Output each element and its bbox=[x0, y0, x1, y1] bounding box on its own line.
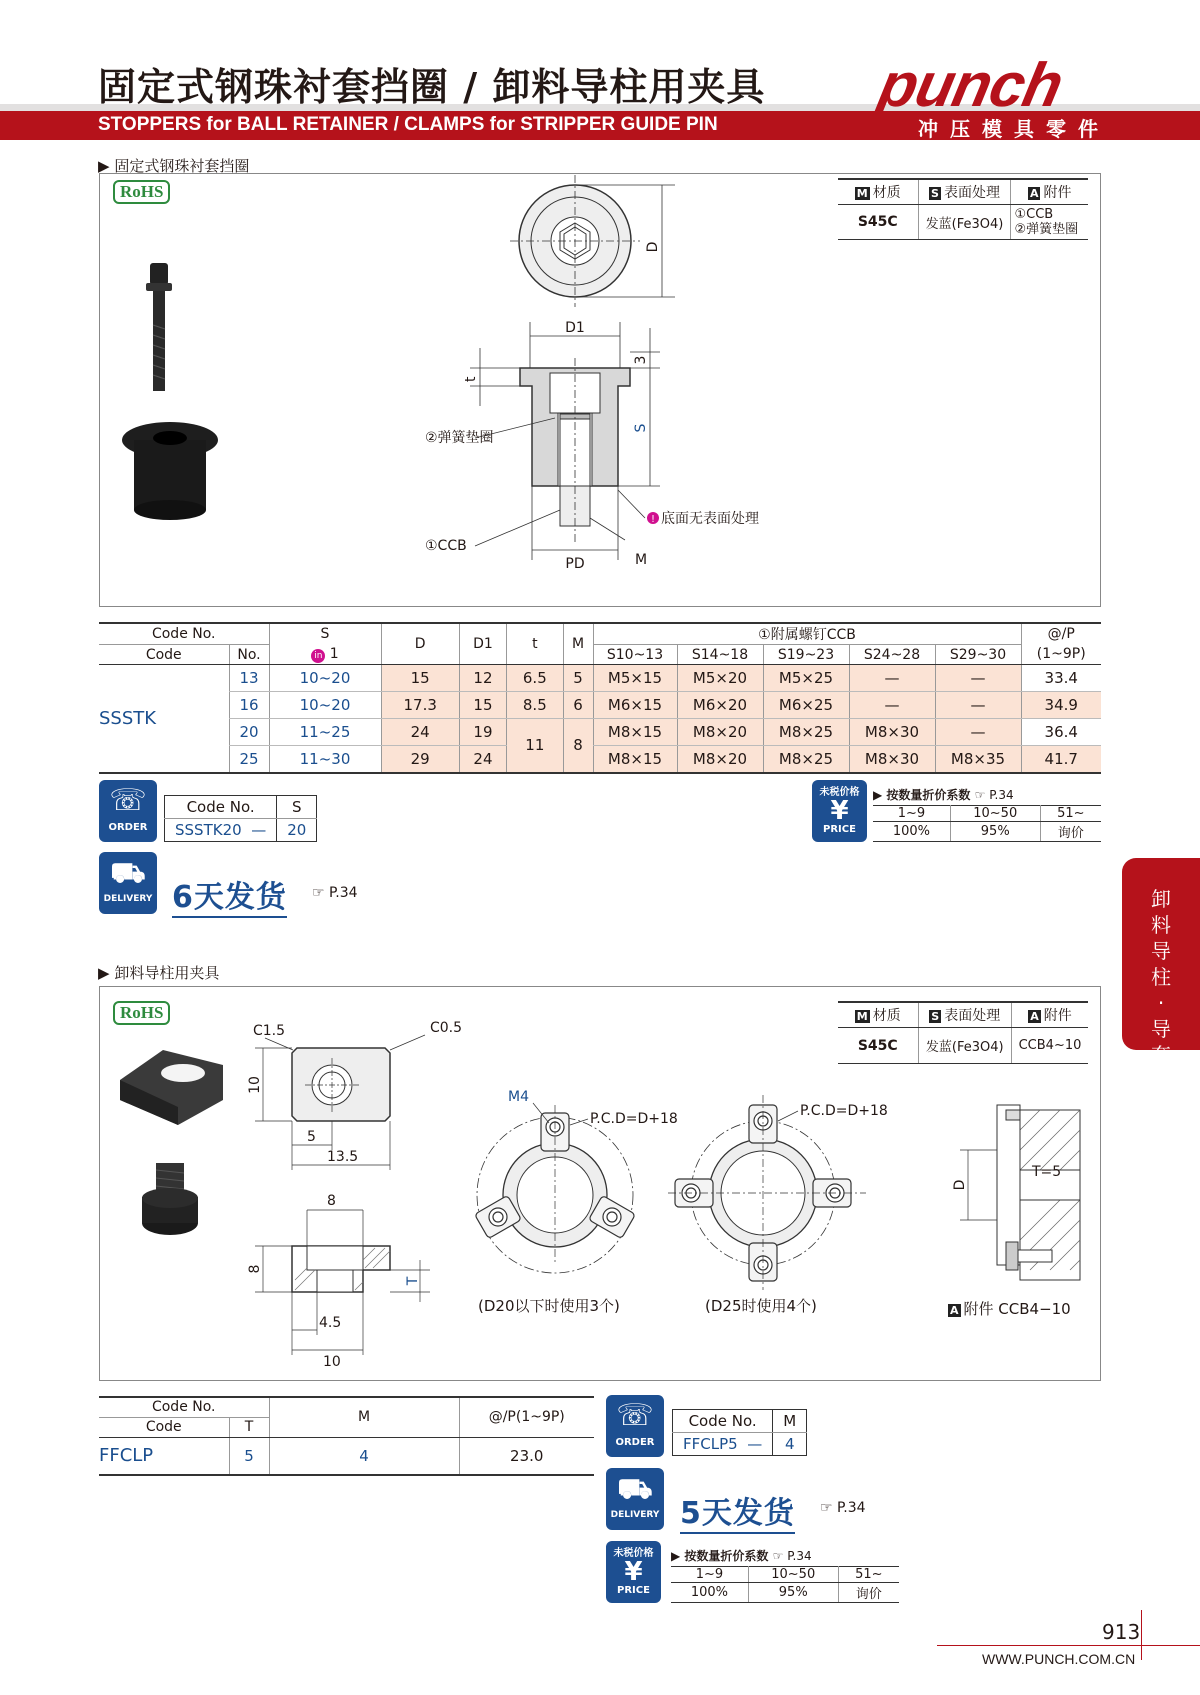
dim-S: S bbox=[633, 423, 649, 433]
top-view-drawing bbox=[510, 175, 680, 310]
svg-text:D: D bbox=[952, 1179, 968, 1191]
dim-t: t bbox=[463, 376, 479, 382]
rohs-badge: RoHS bbox=[113, 1001, 170, 1025]
svg-text:T=5: T=5 bbox=[1032, 1164, 1062, 1180]
side-tab[interactable] bbox=[1122, 858, 1200, 1067]
svg-text:10: 10 bbox=[247, 1076, 263, 1094]
section2-label: ▶ 卸料导柱用夹具 bbox=[98, 964, 220, 982]
table-row: 20 11~25 24 19 11 8 M8×15 M8×20 M8×25 M8×30 — 36.4 bbox=[99, 719, 1101, 746]
price-icon[interactable]: 未税价格 ¥ PRICE bbox=[606, 1541, 661, 1603]
table-row: FFCLP 5 4 23.0 bbox=[99, 1437, 594, 1475]
dim-D1: D1 bbox=[565, 320, 585, 336]
footer-divider bbox=[1141, 1610, 1142, 1660]
callout-note: 底面无表面处理 bbox=[661, 511, 759, 527]
delivery-days: 5天发货 bbox=[680, 1488, 795, 1534]
caption-3-clamp: (D20以下时使用3个) bbox=[478, 1297, 620, 1315]
svg-text:M4: M4 bbox=[508, 1089, 529, 1105]
footer-rule bbox=[937, 1645, 1200, 1646]
svg-text:P.C.D=D+18: P.C.D=D+18 bbox=[800, 1103, 888, 1119]
footer-url[interactable]: WWW.PUNCH.COM.CN bbox=[982, 1651, 1136, 1667]
clamp-side-view bbox=[235, 1190, 455, 1370]
delivery-ref: ☞ P.34 bbox=[820, 1500, 866, 1516]
table-row: 16 10~20 17.3 15 8.5 6 M6×15 M6×20 M6×25 — — 34.9 bbox=[99, 692, 1101, 719]
table-row: SSSTK 13 10~20 15 12 6.5 5 M5×15 M5×20 M5×25 — — 33.4 bbox=[99, 665, 1101, 692]
clamp-photo bbox=[108, 1045, 233, 1270]
spec-table-ffclp: Code No. M @/P(1~9P) Code T FFCLP 5 4 23.0 bbox=[99, 1396, 594, 1476]
callout-washer: ②弹簧垫圈 bbox=[425, 430, 494, 446]
page-subtitle: STOPPERS for BALL RETAINER / CLAMPS for STRIPPER GUIDE PIN bbox=[98, 114, 718, 135]
price-discount-table: 1~9 10~50 51~ 100% 95% 询价 bbox=[671, 1566, 899, 1603]
svg-text:10: 10 bbox=[323, 1354, 341, 1370]
callout-ccb: ①CCB bbox=[425, 538, 467, 554]
svg-text:13.5: 13.5 bbox=[327, 1149, 359, 1165]
svg-text:8: 8 bbox=[247, 1264, 263, 1274]
svg-text:C0.5: C0.5 bbox=[430, 1020, 463, 1036]
clamp-top-view bbox=[235, 1020, 475, 1180]
product-photo bbox=[110, 255, 230, 525]
price-discount-table: 1~9 10~50 51~ 100% 95% 询价 bbox=[873, 805, 1101, 842]
price-discount-label: ▶ 按数量折价系数 ☞ P.34 bbox=[873, 788, 1014, 802]
rohs-badge: RoHS bbox=[113, 180, 170, 204]
side-tab-label: 卸料导柱·导套 bbox=[1151, 887, 1171, 1067]
pcd-4-clamp-drawing bbox=[668, 1085, 888, 1290]
delivery-icon[interactable]: ⛟ DELIVERY bbox=[606, 1468, 664, 1530]
order-icon[interactable]: ☏ ORDER bbox=[606, 1395, 664, 1457]
accessory-caption: A 附件 CCB4−10 bbox=[950, 1300, 1071, 1318]
svg-text:8: 8 bbox=[327, 1193, 336, 1209]
section1-label: ▶ 固定式钢珠衬套挡圈 bbox=[98, 157, 250, 175]
spec-table-1: M 材质 S 表面处理 A 附件 S45C 发蓝(Fe3O4) ①CCB ②弹簧垫圈 bbox=[838, 178, 1088, 240]
svg-text:P.C.D=D+18: P.C.D=D+18 bbox=[590, 1111, 678, 1127]
order-example-2: Code No. M FFCLP5 — 4 bbox=[672, 1409, 807, 1456]
page-title: 固定式钢珠衬套挡圈 / 卸料导柱用夹具 bbox=[98, 65, 766, 109]
dim-M: M bbox=[635, 552, 648, 568]
price-icon[interactable]: 未税价格 ¥ PRICE bbox=[812, 780, 867, 842]
svg-text:C1.5: C1.5 bbox=[253, 1023, 286, 1039]
spec-table-2: M 材质 S 表面处理 A 附件 S45C 发蓝(Fe3O4) CCB4~10 bbox=[838, 1001, 1088, 1064]
svg-text:!: ! bbox=[650, 514, 656, 525]
delivery-icon[interactable]: ⛟ DELIVERY bbox=[99, 852, 157, 914]
clamp-assembly-section bbox=[950, 1090, 1090, 1290]
table-row: 25 11~30 29 24 M8×15 M8×20 M8×25 M8×30 M8×35 41.7 bbox=[99, 746, 1101, 773]
delivery-ref: ☞ P.34 bbox=[312, 885, 358, 901]
dim-D: D bbox=[645, 241, 661, 253]
dim-3: 3 bbox=[633, 355, 649, 365]
dim-PD: PD bbox=[565, 556, 585, 572]
punch-logo: punch bbox=[872, 51, 1069, 120]
svg-text:4.5: 4.5 bbox=[319, 1315, 342, 1331]
price-discount-label: ▶ 按数量折价系数 ☞ P.34 bbox=[671, 1549, 812, 1563]
pcd-3-clamp-drawing bbox=[465, 1085, 678, 1265]
logo-subtitle: 冲压模具零件 bbox=[918, 117, 1110, 141]
side-view-drawing bbox=[420, 318, 800, 588]
delivery-days: 6天发货 bbox=[172, 872, 287, 918]
order-example-1: Code No. S SSSTK20 — 20 bbox=[164, 795, 317, 842]
svg-text:T: T bbox=[405, 1276, 421, 1286]
order-icon[interactable]: ☏ ORDER bbox=[99, 780, 157, 842]
svg-text:5: 5 bbox=[307, 1129, 316, 1145]
page-number: 913 bbox=[1102, 1620, 1141, 1644]
spec-table-sssk: Code No. S D D1 t M ①附属螺钉CCB @/P Code No. in 1 S10~13 S14~18 S19~23 S24~28 S29~30 (1~9P) SSSTK 13 10~20 15 12 6.5 5 M5×15 M5×20 M5×25 — — 33.4 16 10~20 17.3 15 8.5 6 M6×15 M6×20 M6×25 — — 34.9 20 11~25 24 19 11 8 M8×15 M8×20 M8×25 M8×30 — 36.4 25 11~30 29 24 M8×15 M8×20 M8×25 M8×30 M8×35 41.7 bbox=[99, 622, 1101, 774]
caption-4-clamp: (D25时使用4个) bbox=[705, 1297, 817, 1315]
